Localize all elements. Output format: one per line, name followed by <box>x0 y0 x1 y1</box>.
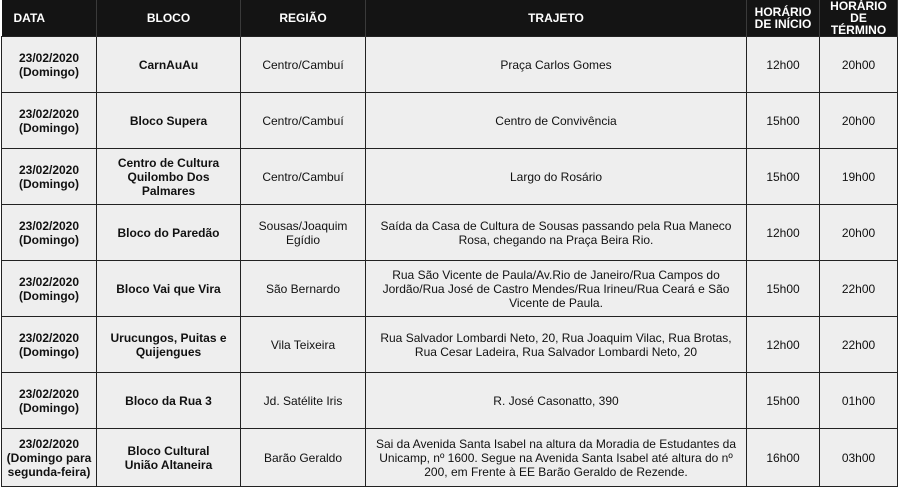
header-trajeto: TRAJETO <box>366 0 747 37</box>
carnival-schedule-table <box>1 0 898 487</box>
regiao-cell: Centro/Cambuí <box>241 37 366 93</box>
date-cell: 23/02/2020 (Domingo) <box>2 149 97 205</box>
regiao-cell: Sousas/Joaquim Egídio <box>241 205 366 261</box>
table-row <box>2 429 898 487</box>
inicio-cell: 15h00 <box>747 149 820 205</box>
bloco-cell: Bloco Cultural União Altaneira <box>97 429 241 487</box>
trajeto-cell: R. José Casonatto, 390 <box>366 373 747 429</box>
date-cell: 23/02/2020 (Domingo para segunda-feira) <box>2 429 97 487</box>
trajeto-cell: Centro de Convivência <box>366 93 747 149</box>
termino-cell: 22h00 <box>820 261 898 317</box>
bloco-cell: Urucungos, Puitas e Quijengues <box>97 317 241 373</box>
header-regiao: REGIÃO <box>241 0 366 37</box>
inicio-cell: 15h00 <box>747 373 820 429</box>
table-row <box>2 37 898 93</box>
termino-cell: 03h00 <box>820 429 898 487</box>
trajeto-cell: Largo do Rosário <box>366 149 747 205</box>
regiao-cell: Centro/Cambuí <box>241 149 366 205</box>
date-cell: 23/02/2020 (Domingo) <box>2 93 97 149</box>
header-inicio: HORÁRIO DE INÍCIO <box>747 0 820 37</box>
trajeto-cell: Praça Carlos Gomes <box>366 37 747 93</box>
regiao-cell: Barão Geraldo <box>241 429 366 487</box>
regiao-cell: Vila Teixeira <box>241 317 366 373</box>
table-row <box>2 149 898 205</box>
inicio-cell: 15h00 <box>747 261 820 317</box>
trajeto-cell: Rua Salvador Lombardi Neto, 20, Rua Joaquim Vilac, Rua Brotas, Rua Cesar Ladeira, Rua Salvador Lombardi Neto, 20 <box>366 317 747 373</box>
table-body <box>2 37 898 487</box>
header-row <box>2 0 898 37</box>
inicio-cell: 15h00 <box>747 93 820 149</box>
termino-cell: 22h00 <box>820 317 898 373</box>
table-header <box>2 0 898 37</box>
bloco-cell: Bloco do Paredão <box>97 205 241 261</box>
inicio-cell: 12h00 <box>747 37 820 93</box>
date-cell: 23/02/2020 (Domingo) <box>2 205 97 261</box>
regiao-cell: Centro/Cambuí <box>241 93 366 149</box>
termino-cell: 01h00 <box>820 373 898 429</box>
table-row <box>2 317 898 373</box>
bloco-cell: CarnAuAu <box>97 37 241 93</box>
header-bloco: BLOCO <box>97 0 241 37</box>
table-row <box>2 373 898 429</box>
table-row <box>2 261 898 317</box>
table-row <box>2 205 898 261</box>
trajeto-cell: Sai da Avenida Santa Isabel na altura da Moradia de Estudantes da Unicamp, nº 1600. Segue na Avenida Santa Isabel até altura do nº 200, em Frente à EE Barão Geraldo de Rezende. <box>366 429 747 487</box>
bloco-cell: Bloco Vai que Vira <box>97 261 241 317</box>
inicio-cell: 16h00 <box>747 429 820 487</box>
regiao-cell: São Bernardo <box>241 261 366 317</box>
header-data: DATA <box>2 0 97 37</box>
table-row <box>2 93 898 149</box>
regiao-cell: Jd. Satélite Iris <box>241 373 366 429</box>
bloco-cell: Centro de Cultura Quilombo Dos Palmares <box>97 149 241 205</box>
bloco-cell: Bloco da Rua 3 <box>97 373 241 429</box>
date-cell: 23/02/2020 (Domingo) <box>2 37 97 93</box>
trajeto-cell: Saída da Casa de Cultura de Sousas passando pela Rua Maneco Rosa, chegando na Praça Beira Rio. <box>366 205 747 261</box>
date-cell: 23/02/2020 (Domingo) <box>2 373 97 429</box>
header-termino: HORÁRIO DE TÉRMINO <box>820 0 898 37</box>
termino-cell: 20h00 <box>820 93 898 149</box>
date-cell: 23/02/2020 (Domingo) <box>2 261 97 317</box>
termino-cell: 19h00 <box>820 149 898 205</box>
termino-cell: 20h00 <box>820 205 898 261</box>
date-cell: 23/02/2020 (Domingo) <box>2 317 97 373</box>
inicio-cell: 12h00 <box>747 205 820 261</box>
termino-cell: 20h00 <box>820 37 898 93</box>
trajeto-cell: Rua São Vicente de Paula/Av.Rio de Janeiro/Rua Campos do Jordão/Rua José de Castro Mendes/Rua Irineu/Rua Ceará e São Vicente de Paula. <box>366 261 747 317</box>
inicio-cell: 12h00 <box>747 317 820 373</box>
bloco-cell: Bloco Supera <box>97 93 241 149</box>
